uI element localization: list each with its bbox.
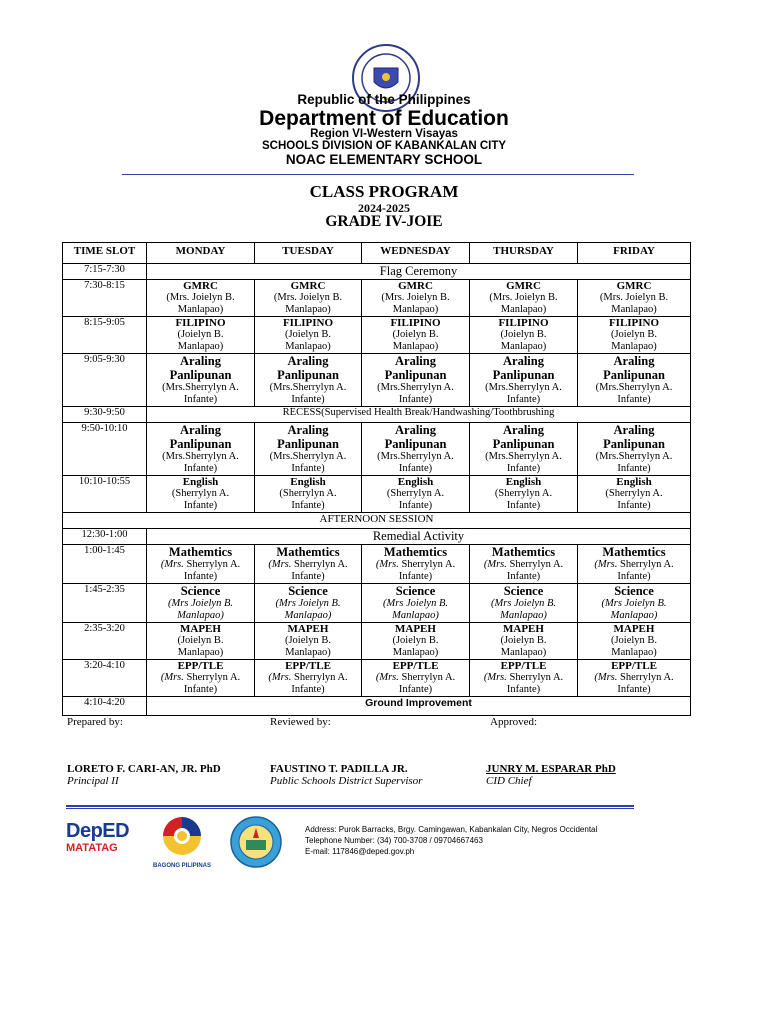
teacher-name-line: Manlapao) bbox=[177, 341, 224, 352]
table-row bbox=[63, 354, 691, 407]
subject-cell bbox=[362, 660, 470, 697]
teacher-name-line bbox=[255, 672, 361, 684]
teacher-name-line: Manlapao) bbox=[392, 304, 439, 315]
teacher-name-line: (Joielyn B. bbox=[392, 635, 439, 646]
prepared-name: LORETO F. CARI-AN, JR. PhD bbox=[67, 763, 221, 775]
teacher-name: Sherrylyn A. bbox=[506, 559, 564, 570]
teacher-title-prefix: (Mrs. bbox=[160, 672, 184, 683]
subject-name: Mathemtics bbox=[168, 545, 233, 559]
subject-name: FILIPINO bbox=[498, 317, 549, 329]
subject-name: Mathemtics bbox=[491, 545, 556, 559]
footer-telephone: Telephone Number: (34) 700-3708 / 09704667463 bbox=[305, 836, 483, 845]
teacher-name-line: Infante) bbox=[398, 684, 433, 695]
table-row bbox=[63, 264, 691, 280]
teacher-name-line: Infante) bbox=[506, 571, 541, 582]
teacher-title-prefix: (Mrs. bbox=[375, 672, 399, 683]
teacher-name-line: (Sherrylyn A. bbox=[386, 488, 445, 499]
header-divider bbox=[122, 174, 634, 175]
subject-name: Araling bbox=[503, 354, 544, 368]
teacher-name-line: (Joielyn B. bbox=[610, 329, 658, 340]
subject-cell bbox=[147, 354, 255, 407]
column-header-time-slot: TIME SLOT bbox=[63, 243, 147, 264]
subject-cell bbox=[147, 623, 255, 660]
subject-name: Araling bbox=[613, 354, 655, 368]
time-slot-cell: 7:15-7:30 bbox=[63, 264, 147, 280]
teacher-name-line: Manlapao) bbox=[177, 647, 224, 658]
teacher-name: Sherrylyn A. bbox=[398, 559, 456, 570]
subject-name: English bbox=[505, 476, 542, 488]
subject-cell bbox=[470, 280, 578, 317]
reviewed-position: Public Schools District Supervisor bbox=[270, 775, 423, 787]
subject-cell bbox=[362, 545, 470, 584]
teacher-name-line: (Mrs.Sherrylyn A. bbox=[595, 382, 673, 393]
teacher-name-line: (Mrs Joielyn B. bbox=[601, 598, 667, 609]
column-header-wednesday: WEDNESDAY bbox=[362, 243, 470, 264]
subject-name: Science bbox=[614, 584, 654, 598]
teacher-name-line: (Mrs. Joielyn B. bbox=[599, 292, 669, 303]
teacher-name-line: (Mrs Joielyn B. bbox=[382, 598, 449, 609]
teacher-name-line: Infante) bbox=[617, 500, 651, 511]
subject-cell bbox=[362, 423, 470, 476]
matatag-logo-text: MATATAG bbox=[66, 842, 118, 854]
teacher-name-line: Infante) bbox=[183, 500, 218, 511]
teacher-title-prefix: (Mrs. bbox=[375, 559, 399, 570]
subject-cell bbox=[255, 317, 362, 354]
spanning-activity-cell: Remedial Activity bbox=[147, 529, 691, 545]
subject-cell bbox=[470, 476, 578, 513]
teacher-name-line: Manlapao) bbox=[284, 610, 332, 621]
subject-name: Panlipunan bbox=[603, 368, 665, 382]
subject-cell bbox=[470, 545, 578, 584]
teacher-name-line: Manlapao) bbox=[500, 304, 547, 315]
teacher-name-line: Infante) bbox=[183, 571, 218, 582]
subject-name: Panlipunan bbox=[492, 368, 555, 382]
subject-name: FILIPINO bbox=[390, 317, 441, 329]
subject-cell bbox=[362, 280, 470, 317]
teacher-name-line: Infante) bbox=[398, 571, 433, 582]
table-row bbox=[63, 317, 691, 354]
region-heading: Region VI-Western Visayas bbox=[310, 128, 458, 140]
teacher-title-prefix: (Mrs. bbox=[483, 559, 507, 570]
time-slot-cell: 2:35-3:20 bbox=[63, 623, 147, 660]
teacher-name-line: Manlapao) bbox=[611, 304, 657, 315]
subject-name: FILIPINO bbox=[175, 317, 226, 329]
teacher-title-prefix: (Mrs. bbox=[268, 672, 292, 683]
teacher-name-line: Infante) bbox=[291, 684, 325, 695]
teacher-name-line: (Mrs Joielyn B. bbox=[275, 598, 341, 609]
spanning-activity-cell: RECESS(Supervised Health Break/Handwashing/Toothbrushing bbox=[147, 407, 691, 423]
teacher-name-line: Infante) bbox=[291, 463, 325, 474]
teacher-name-line: (Joielyn B. bbox=[177, 635, 224, 646]
republic-heading: Republic of the Philippines bbox=[297, 92, 471, 107]
subject-name: GMRC bbox=[183, 280, 218, 292]
table-header-row bbox=[63, 243, 691, 264]
teacher-name-line bbox=[470, 672, 577, 684]
teacher-name-line: (Mrs.Sherrylyn A. bbox=[162, 382, 239, 393]
teacher-name-line: (Mrs.Sherrylyn A. bbox=[377, 451, 454, 462]
time-slot-cell: 10:10-10:55 bbox=[63, 476, 147, 513]
teacher-name-line bbox=[255, 559, 361, 571]
subject-cell bbox=[255, 423, 362, 476]
subject-name: EPP/TLE bbox=[500, 660, 547, 672]
subject-cell bbox=[578, 317, 691, 354]
teacher-name-line: (Mrs. Joielyn B. bbox=[273, 292, 343, 303]
teacher-name-line: (Mrs. Joielyn B. bbox=[381, 292, 450, 303]
teacher-name-line: Infante) bbox=[617, 394, 651, 405]
teacher-name-line: Manlapao) bbox=[285, 341, 331, 352]
subject-cell bbox=[147, 423, 255, 476]
subject-name: Araling bbox=[287, 354, 329, 368]
teacher-name-line: (Joielyn B. bbox=[610, 635, 658, 646]
teacher-name-line: (Joielyn B. bbox=[284, 635, 332, 646]
teacher-name-line: Manlapao) bbox=[392, 341, 439, 352]
subject-cell bbox=[362, 623, 470, 660]
subject-name: GMRC bbox=[616, 280, 652, 292]
reviewed-by-label: Reviewed by: bbox=[270, 716, 331, 728]
subject-cell bbox=[470, 317, 578, 354]
teacher-name-line: Manlapao) bbox=[177, 610, 224, 621]
teacher-name-line: Manlapao) bbox=[611, 341, 657, 352]
document-title: CLASS PROGRAM bbox=[309, 182, 459, 201]
teacher-name: Sherrylyn A. bbox=[183, 559, 241, 570]
subject-name: Science bbox=[180, 584, 221, 598]
column-header-tuesday: TUESDAY bbox=[255, 243, 362, 264]
teacher-name-line bbox=[362, 672, 469, 684]
subject-name: Araling bbox=[180, 423, 221, 437]
noac-school-seal-logo bbox=[226, 816, 286, 868]
teacher-name-line: Manlapao) bbox=[500, 647, 547, 658]
teacher-name-line: (Sherrylyn A. bbox=[494, 488, 553, 499]
teacher-name-line: (Sherrylyn A. bbox=[171, 488, 230, 499]
subject-name: Panlipunan bbox=[492, 437, 555, 451]
subject-name: Science bbox=[395, 584, 436, 598]
subject-name: Araling bbox=[395, 423, 436, 437]
table-row bbox=[63, 407, 691, 423]
teacher-name-line: Infante) bbox=[506, 500, 541, 511]
teacher-title-prefix: (Mrs. bbox=[594, 672, 618, 683]
footer-email: E-mail: 117846@deped.gov.ph bbox=[305, 847, 415, 856]
prepared-by-label: Prepared by: bbox=[67, 716, 123, 728]
reviewed-name: FAUSTINO T. PADILLA JR. bbox=[270, 763, 408, 775]
division-heading: SCHOOLS DIVISION OF KABANKALAN CITY bbox=[261, 140, 507, 152]
teacher-name-line: Infante) bbox=[506, 684, 541, 695]
teacher-name: Sherrylyn A. bbox=[291, 672, 348, 683]
subject-name: Panlipunan bbox=[277, 437, 339, 451]
subject-name: MAPEH bbox=[287, 623, 329, 635]
teacher-name-line: (Mrs Joielyn B. bbox=[490, 598, 557, 609]
teacher-name-line: Manlapao) bbox=[285, 647, 331, 658]
teacher-name-line: (Joielyn B. bbox=[500, 329, 547, 340]
teacher-name-line: Infante) bbox=[291, 394, 325, 405]
teacher-name-line bbox=[147, 672, 254, 684]
subject-name: English bbox=[290, 476, 326, 488]
subject-cell bbox=[147, 584, 255, 623]
subject-cell bbox=[255, 476, 362, 513]
subject-cell bbox=[578, 623, 691, 660]
teacher-name-line: (Mrs.Sherrylyn A. bbox=[377, 382, 454, 393]
teacher-name: Sherrylyn A. bbox=[506, 672, 564, 683]
grade-section: GRADE IV-JOIE bbox=[325, 213, 443, 230]
subject-name: EPP/TLE bbox=[177, 660, 224, 672]
subject-name: Araling bbox=[180, 354, 221, 368]
subject-name: Science bbox=[503, 584, 544, 598]
subject-name: GMRC bbox=[506, 280, 541, 292]
teacher-name-line: Infante) bbox=[183, 394, 218, 405]
subject-name: MAPEH bbox=[395, 623, 436, 635]
session-divider: AFTERNOON SESSION bbox=[63, 513, 691, 529]
subject-name: FILIPINO bbox=[282, 317, 334, 329]
table-row bbox=[63, 697, 691, 716]
teacher-name-line bbox=[147, 559, 254, 571]
teacher-name-line: Manlapao) bbox=[285, 304, 331, 315]
teacher-name-line: Infante) bbox=[291, 571, 325, 582]
subject-name: Panlipunan bbox=[169, 368, 232, 382]
table-row bbox=[63, 476, 691, 513]
school-year: 2024-2025 bbox=[358, 201, 410, 215]
subject-name: Mathemtics bbox=[383, 545, 448, 559]
approved-label: Approved: bbox=[490, 716, 538, 728]
approved-name: JUNRY M. ESPARAR PhD bbox=[486, 763, 616, 775]
subject-name: Mathemtics bbox=[602, 545, 666, 559]
approved-position: CID Chief bbox=[486, 775, 532, 787]
subject-cell bbox=[362, 317, 470, 354]
time-slot-cell: 9:30-9:50 bbox=[63, 407, 147, 423]
time-slot-cell: 8:15-9:05 bbox=[63, 317, 147, 354]
column-header-monday: MONDAY bbox=[147, 243, 255, 264]
subject-name: Science bbox=[288, 584, 328, 598]
time-slot-cell: 9:05-9:30 bbox=[63, 354, 147, 407]
subject-name: Panlipunan bbox=[277, 368, 339, 382]
table-row bbox=[63, 529, 691, 545]
subject-cell bbox=[255, 660, 362, 697]
subject-name: Panlipunan bbox=[603, 437, 665, 451]
subject-name: MAPEH bbox=[613, 623, 655, 635]
teacher-name-line: Infante) bbox=[291, 500, 325, 511]
subject-name: English bbox=[616, 476, 652, 488]
teacher-name-line: Manlapao) bbox=[177, 304, 224, 315]
subject-cell bbox=[470, 354, 578, 407]
teacher-name-line: Manlapao) bbox=[610, 610, 658, 621]
bagong-pilipinas-sun-icon bbox=[146, 812, 218, 858]
subject-cell bbox=[578, 660, 691, 697]
subject-cell bbox=[147, 545, 255, 584]
teacher-name-line: Infante) bbox=[398, 463, 433, 474]
bagong-pilipinas-text: BAGONG PILIPINAS bbox=[152, 863, 211, 869]
teacher-name-line: Infante) bbox=[506, 394, 541, 405]
teacher-name-line: Infante) bbox=[183, 463, 218, 474]
teacher-name: Sherrylyn A. bbox=[183, 672, 241, 683]
subject-cell bbox=[578, 476, 691, 513]
teacher-name-line: Infante) bbox=[617, 463, 651, 474]
teacher-name-line: (Mrs. Joielyn B. bbox=[489, 292, 558, 303]
teacher-name-line: (Mrs.Sherrylyn A. bbox=[269, 382, 347, 393]
deped-logo-text: DepED bbox=[66, 820, 130, 842]
school-heading: NOAC ELEMENTARY SCHOOL bbox=[285, 152, 483, 167]
subject-name: Panlipunan bbox=[169, 437, 232, 451]
subject-cell bbox=[470, 660, 578, 697]
time-slot-cell: 4:10-4:20 bbox=[63, 697, 147, 716]
subject-cell bbox=[470, 423, 578, 476]
teacher-name-line bbox=[362, 559, 469, 571]
subject-cell bbox=[255, 584, 362, 623]
table-row bbox=[63, 513, 691, 529]
teacher-title-prefix: (Mrs. bbox=[268, 559, 292, 570]
teacher-name-line: Manlapao) bbox=[392, 647, 439, 658]
subject-name: MAPEH bbox=[503, 623, 544, 635]
teacher-name-line: (Sherrylyn A. bbox=[605, 488, 663, 499]
table-row bbox=[63, 423, 691, 476]
subject-cell bbox=[578, 584, 691, 623]
subject-name: Araling bbox=[395, 354, 436, 368]
subject-cell bbox=[255, 354, 362, 407]
teacher-name-line: (Mrs Joielyn B. bbox=[167, 598, 234, 609]
table-row bbox=[63, 584, 691, 623]
time-slot-cell: 12:30-1:00 bbox=[63, 529, 147, 545]
teacher-name-line: Infante) bbox=[398, 394, 433, 405]
subject-name: Panlipunan bbox=[384, 437, 447, 451]
table-row bbox=[63, 545, 691, 584]
subject-name: English bbox=[397, 476, 434, 488]
subject-cell bbox=[255, 623, 362, 660]
spanning-activity-cell: Ground Improvement bbox=[147, 697, 691, 716]
teacher-name: Sherrylyn A. bbox=[617, 559, 674, 570]
teacher-name-line: Infante) bbox=[183, 684, 218, 695]
footer-divider-thin bbox=[66, 808, 634, 809]
subject-cell bbox=[147, 660, 255, 697]
teacher-name-line: Manlapao) bbox=[611, 647, 657, 658]
teacher-name: Sherrylyn A. bbox=[398, 672, 456, 683]
column-header-thursday: THURSDAY bbox=[470, 243, 578, 264]
table-row bbox=[63, 660, 691, 697]
subject-name: Mathemtics bbox=[276, 545, 340, 559]
teacher-name: Sherrylyn A. bbox=[617, 672, 674, 683]
subject-cell bbox=[362, 584, 470, 623]
subject-cell bbox=[578, 545, 691, 584]
teacher-name-line: (Mrs.Sherrylyn A. bbox=[162, 451, 239, 462]
time-slot-cell: 1:45-2:35 bbox=[63, 584, 147, 623]
class-schedule-table bbox=[62, 242, 691, 716]
subject-cell bbox=[578, 354, 691, 407]
subject-name: English bbox=[182, 476, 219, 488]
department-heading: Department of Education bbox=[259, 107, 509, 130]
column-header-friday: FRIDAY bbox=[578, 243, 691, 264]
subject-cell bbox=[255, 545, 362, 584]
subject-cell bbox=[470, 623, 578, 660]
subject-cell bbox=[255, 280, 362, 317]
teacher-title-prefix: (Mrs. bbox=[483, 672, 507, 683]
subject-name: Araling bbox=[503, 423, 544, 437]
subject-cell bbox=[147, 317, 255, 354]
table-row bbox=[63, 280, 691, 317]
teacher-name-line: Manlapao) bbox=[500, 341, 547, 352]
teacher-title-prefix: (Mrs. bbox=[594, 559, 618, 570]
teacher-name-line: (Sherrylyn A. bbox=[279, 488, 337, 499]
teacher-name-line bbox=[578, 559, 690, 571]
spanning-activity-cell: Flag Ceremony bbox=[147, 264, 691, 280]
time-slot-cell: 7:30-8:15 bbox=[63, 280, 147, 317]
prepared-position: Principal II bbox=[67, 775, 119, 787]
teacher-name-line: Manlapao) bbox=[500, 610, 547, 621]
time-slot-cell: 3:20-4:10 bbox=[63, 660, 147, 697]
deped-matatag-logo bbox=[66, 820, 138, 862]
subject-name: GMRC bbox=[398, 280, 433, 292]
subject-name: Araling bbox=[613, 423, 655, 437]
teacher-name-line: (Mrs.Sherrylyn A. bbox=[485, 451, 562, 462]
time-slot-cell: 9:50-10:10 bbox=[63, 423, 147, 476]
footer-address: Address: Purok Barracks, Brgy. Camingawan, Kabankalan City, Negros Occidental bbox=[305, 825, 598, 834]
teacher-title-prefix: (Mrs. bbox=[160, 559, 184, 570]
teacher-name-line bbox=[578, 672, 690, 684]
subject-name: FILIPINO bbox=[608, 317, 660, 329]
subject-cell bbox=[578, 280, 691, 317]
teacher-name-line: (Joielyn B. bbox=[177, 329, 224, 340]
teacher-name-line: (Mrs.Sherrylyn A. bbox=[595, 451, 673, 462]
bagong-pilipinas-logo bbox=[146, 812, 218, 870]
teacher-name-line: (Mrs.Sherrylyn A. bbox=[485, 382, 562, 393]
subject-cell bbox=[147, 476, 255, 513]
teacher-name-line: (Joielyn B. bbox=[500, 635, 547, 646]
subject-cell bbox=[362, 354, 470, 407]
teacher-name-line: Infante) bbox=[398, 500, 433, 511]
subject-cell bbox=[578, 423, 691, 476]
teacher-name-line: Infante) bbox=[506, 463, 541, 474]
teacher-name-line: (Mrs.Sherrylyn A. bbox=[269, 451, 347, 462]
subject-name: EPP/TLE bbox=[285, 660, 331, 672]
subject-cell bbox=[470, 584, 578, 623]
teacher-name-line: (Mrs. Joielyn B. bbox=[166, 292, 235, 303]
teacher-name-line: Infante) bbox=[617, 684, 651, 695]
teacher-name-line: Manlapao) bbox=[392, 610, 439, 621]
subject-name: MAPEH bbox=[180, 623, 221, 635]
subject-name: EPP/TLE bbox=[392, 660, 439, 672]
subject-name: GMRC bbox=[290, 280, 326, 292]
teacher-name-line: (Joielyn B. bbox=[392, 329, 439, 340]
subject-cell bbox=[362, 476, 470, 513]
teacher-name-line: Infante) bbox=[617, 571, 651, 582]
footer-divider bbox=[66, 805, 634, 807]
teacher-name-line bbox=[470, 559, 577, 571]
table-row bbox=[63, 623, 691, 660]
subject-cell bbox=[147, 280, 255, 317]
subject-name: Araling bbox=[287, 423, 329, 437]
time-slot-cell: 1:00-1:45 bbox=[63, 545, 147, 584]
subject-name: Panlipunan bbox=[384, 368, 447, 382]
teacher-name-line: (Joielyn B. bbox=[284, 329, 332, 340]
teacher-name: Sherrylyn A. bbox=[291, 559, 348, 570]
subject-name: EPP/TLE bbox=[611, 660, 657, 672]
